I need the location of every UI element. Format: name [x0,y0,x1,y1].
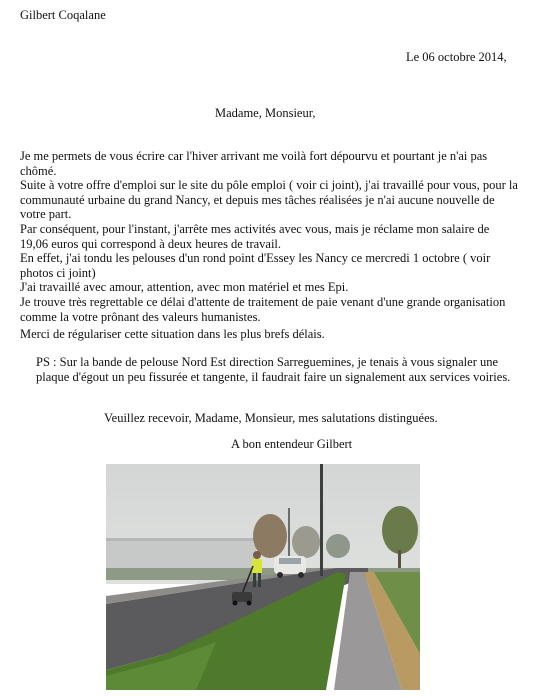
body-line: Je me permets de vous écrire car l'hiver arrivant me voilà fort dépourvu et pourtant je n'ai pas [20,149,488,163]
body-line: Suite à votre offre d'emploi sur le site du pôle emploi ( voir ci joint), j'ai travaillé pour vous, pour la [20,178,518,193]
body-line: Je trouve très regrettable ce délai d'attente de traitement de paie venant d'une grande organisation [20,294,506,309]
tree [382,506,418,554]
body-line: chômé. [20,163,57,178]
letter-date: Le 06 octobre 2014, [406,50,507,64]
closing-formula: Veuillez recevoir, Madame, Monsieur, mes salutations distinguées. [104,411,438,425]
tree [292,526,320,558]
body-line: Par conséquent, pour l'instant, j'arrête mes activités avec vous, mais je réclame mon salaire de [20,221,490,236]
request-paragraph: Merci de régulariser cette situation dans les plus brefs délais. [20,327,325,341]
postscript [36,355,510,384]
sender-name: Gilbert Coqalane [20,8,106,22]
tree [326,534,350,558]
worker [253,551,261,559]
ps-line: PS : Sur la bande de pelouse Nord Est direction Sarreguemines, je tenais à vous signaler une [36,355,499,369]
ps-line: plaque d'égout un peu fissurée et tangente, il faudrait faire un signalement aux services voiries. [36,369,511,384]
signature: A bon entendeur Gilbert [231,437,353,451]
letter-body [20,149,525,324]
body-line: photos ci joint) [20,265,96,280]
body-line: En effet, j'ai tondu les pelouses d'un rond point d'Essey les Nancy ce mercredi 1 octobre ( voir [20,251,491,266]
photo-mowing-roundabout [106,464,420,690]
body-line: 19,06 euros qui correspond à deux heures de travail. [20,236,282,251]
salutation: Madame, Monsieur, [215,106,316,120]
body-line: votre part. [20,207,72,222]
body-line: communauté urbaine du grand Nancy, et depuis mes tâches réalisées je n'ai aucune nouvelle de [20,192,495,207]
light-pole [320,464,323,576]
body-line: comme la votre prônant des valeurs humanistes. [20,309,261,324]
body-line: J'ai travaillé avec amour, attention, avec mon matériel et mes Epi. [20,280,349,295]
photo-illustration [106,464,420,690]
